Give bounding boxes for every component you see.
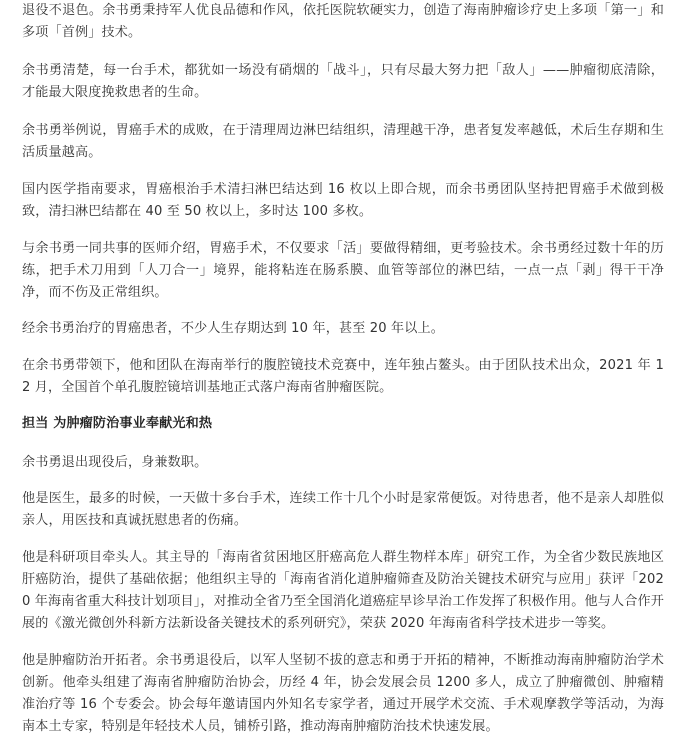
paragraph-lymph-nodes: 国内医学指南要求，胃癌根治手术清扫淋巴结达到 16 枚以上即合规，而余书勇团队坚持把胃癌手术做到极致，清扫淋巴结都在 40 至 50 枚以上，多时达 100 多枚。 [22,182,664,219]
paragraph-pioneer: 他是肿瘤防治开拓者。余书勇退役后，以军人坚韧不拔的意志和勇于开拓的精神，不断推动海南肿瘤防治学术创新。他牵头组建了海南省肿瘤防治协会，历经 4 年，协会发展会员 1200 多人，成立了肿瘤微创、肿瘤精准治疗等 16 个专委会。协会每年邀请国内外知名专家学者，通过开展学术交流、手术观摩教学等活动，为海南本土专家，特别是年轻技术人员，铺桥引路，推动海南肿瘤防治技术快速发展。 [22,653,664,734]
section-heading: 担当 为肿瘤防治事业奉献光和热 [22,416,213,431]
paragraph-colleague: 与余书勇一同共事的医师介绍，胃癌手术，不仅要求「活」要做得精细，更考验技术。余书勇经过数十年的历练，把手术刀用到「人刀合一」境界，能将粘连在肠系膜、血管等部位的淋巴结，一点一点「剥」得干干净净，而不伤及正常组织。 [22,241,664,300]
paragraph-doctor: 他是医生，最多的时候，一天做十多台手术，连续工作十几个小时是家常便饭。对待患者，他不是亲人却胜似亲人，用医技和真诚抚慰患者的伤痛。 [22,491,664,528]
paragraph-research: 他是科研项目牵头人。其主导的「海南省贫困地区肝癌高危人群生物样本库」研究工作，为全省少数民族地区肝癌防治，提供了基础依据；他组织主导的「海南省消化道肿瘤筛查及防治关键技术研究与应用」获评「2020 年海南省重大科技计划项目」，对推动全省乃至全国消化道癌症早诊早治工作发挥了积极作用。他与人合作开展的《激光微创外科新方法新设备关键技术的系列研究》，荣获 2020 年海南省科学技术进步一等奖。 [22,550,664,631]
paragraph-battle: 余书勇清楚，每一台手术，都犹如一场没有硝烟的「战斗」，只有尽最大努力把「敌人」——肿瘤彻底清除，才能最大限度挽救患者的生命。 [22,63,664,100]
paragraph-gastric-surgery: 余书勇举例说，胃癌手术的成败，在于清理周边淋巴结组织，清理越干净，患者复发率越低，术后生存期和生活质量越高。 [22,123,664,160]
paragraph-legacy: 退役不退色。余书勇秉持军人优良品德和作风，依托医院软硬实力，创造了海南肿瘤诊疗史上多项「第一」和多项「首例」技术。 [22,3,664,40]
paragraph-competition: 在余书勇带领下，他和团队在海南举行的腹腔镜技术竞赛中，连年独占鳌头。由于团队技术出众，2021 年 12 月，全国首个单孔腹腔镜培训基地正式落户海南省肿瘤医院。 [22,358,664,395]
paragraph-survival: 经余书勇治疗的胃癌患者，不少人生存期达到 10 年，甚至 20 年以上。 [22,321,444,336]
paragraph-multiple-roles: 余书勇退出现役后，身兼数职。 [22,455,208,470]
